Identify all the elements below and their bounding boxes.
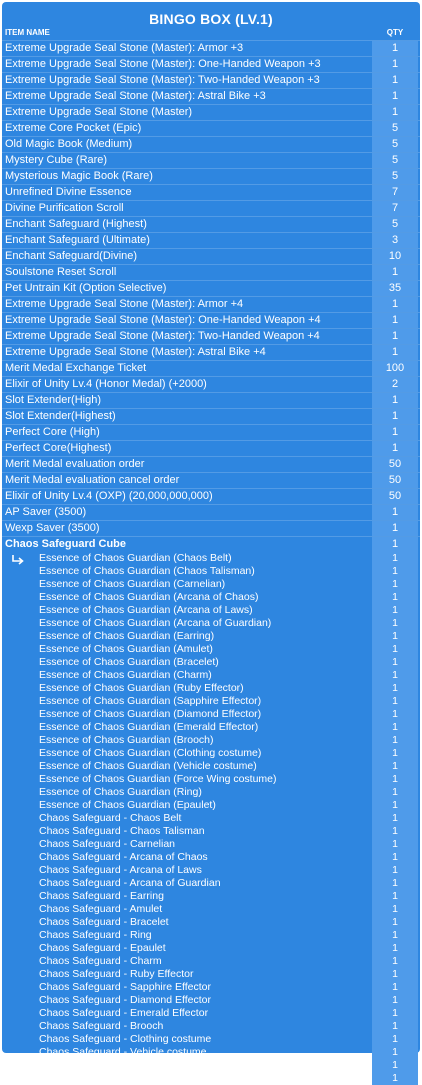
- subitem-qty: 1: [372, 929, 418, 942]
- table-row: [2, 472, 420, 488]
- subitem-qty: 1: [372, 1072, 418, 1085]
- column-header-qty: QTY: [386, 28, 404, 37]
- item-name: Enchant Safeguard (Ultimate): [5, 234, 150, 246]
- table-row: [2, 504, 420, 520]
- subitem-qty: 1: [372, 1020, 418, 1033]
- subitem-row: [2, 630, 420, 643]
- subitem-row: [2, 1072, 420, 1085]
- subitem-qty: 1: [372, 942, 418, 955]
- subitem-name: Essence of Chaos Guardian (Arcana of Laws): [39, 604, 253, 616]
- table-row: [2, 456, 420, 472]
- subitem-qty: 1: [372, 578, 418, 591]
- item-qty: 1: [372, 41, 418, 56]
- item-qty: 1: [372, 329, 418, 344]
- subitem-qty: 1: [372, 669, 418, 682]
- item-qty: 1: [372, 521, 418, 536]
- subitem-row: [2, 851, 420, 864]
- item-qty: 1: [372, 393, 418, 408]
- table-row: [2, 200, 420, 216]
- item-name: Perfect Core (High): [5, 426, 100, 438]
- subitem-qty: 1: [372, 708, 418, 721]
- table-row: [2, 344, 420, 360]
- subitem-qty: 1: [372, 825, 418, 838]
- subitem-row: [2, 916, 420, 929]
- subitem-name: Essence of Chaos Guardian (Amulet): [39, 643, 213, 655]
- item-name: Merit Medal evaluation order: [5, 458, 145, 470]
- subitem-name: Chaos Safeguard - Ruby Effector: [39, 968, 194, 980]
- subitem-qty: 1: [372, 851, 418, 864]
- item-name: Wexp Saver (3500): [5, 522, 100, 534]
- subitem-row: [2, 617, 420, 630]
- subitem-row: [2, 682, 420, 695]
- item-name: Extreme Upgrade Seal Stone (Master): Two-Handed Weapon +3: [5, 74, 320, 86]
- item-name: Divine Purification Scroll: [5, 202, 124, 214]
- table-row: [2, 40, 420, 56]
- table-row: [2, 120, 420, 136]
- subitem-name: Essence of Chaos Guardian (Sapphire Effector): [39, 695, 262, 707]
- subitem-name: Chaos Safeguard - Charm: [39, 955, 162, 967]
- subitem-name: Essence of Chaos Guardian (Arcana of Guardian): [39, 617, 272, 629]
- table-row: [2, 296, 420, 312]
- subitem-row: [2, 994, 420, 1007]
- subitem-name: Essence of Chaos Guardian (Chaos Talisman): [39, 565, 255, 577]
- item-qty: 1: [372, 505, 418, 520]
- subitem-qty: 1: [372, 1059, 418, 1072]
- item-name: Slot Extender(High): [5, 394, 101, 406]
- subitem-qty: 1: [372, 786, 418, 799]
- item-name: Perfect Core(Highest): [5, 442, 112, 454]
- item-name: Extreme Upgrade Seal Stone (Master): Astral Bike +4: [5, 346, 266, 358]
- item-qty: 7: [372, 201, 418, 216]
- subitem-row: [2, 604, 420, 617]
- subitem-row: [2, 708, 420, 721]
- subitem-qty: 1: [372, 682, 418, 695]
- table-row: [2, 232, 420, 248]
- subitem-name: Chaos Safeguard - Emerald Effector: [39, 1007, 209, 1019]
- subitem-row: [2, 591, 420, 604]
- item-qty: 5: [372, 217, 418, 232]
- table-row: [2, 248, 420, 264]
- subitem-name: Chaos Safeguard - Amulet: [39, 903, 163, 915]
- subitem-qty: 1: [372, 994, 418, 1007]
- subitem-row: [2, 721, 420, 734]
- subitem-row: [2, 942, 420, 955]
- subitem-row: [2, 1046, 420, 1059]
- item-name: Extreme Core Pocket (Epic): [5, 122, 142, 134]
- subitem-qty: 1: [372, 903, 418, 916]
- item-qty: 1: [372, 409, 418, 424]
- subitem-name: Essence of Chaos Guardian (Arcana of Chaos): [39, 591, 259, 603]
- item-name: Pet Untrain Kit (Option Selective): [5, 282, 167, 294]
- item-name: Mysterious Magic Book (Rare): [5, 170, 153, 182]
- item-qty: 50: [372, 489, 418, 504]
- subitem-qty: 1: [372, 1046, 418, 1059]
- subitem-qty: 1: [372, 838, 418, 851]
- item-name: Mystery Cube (Rare): [5, 154, 108, 166]
- table-row: [2, 136, 420, 152]
- subitem-name: Chaos Safeguard: [39, 1072, 121, 1084]
- item-name: Soulstone Reset Scroll: [5, 266, 117, 278]
- table-row: [2, 408, 420, 424]
- subitem-row: [2, 838, 420, 851]
- subitem-row: [2, 864, 420, 877]
- item-qty: 1: [372, 441, 418, 456]
- subitem-qty: 1: [372, 812, 418, 825]
- table-row: [2, 88, 420, 104]
- subitem-qty: 1: [372, 916, 418, 929]
- item-name: Merit Medal evaluation cancel order: [5, 474, 180, 486]
- item-qty: 1: [372, 345, 418, 360]
- subitem-row: [2, 786, 420, 799]
- subitem-row: [2, 1020, 420, 1033]
- subitem-row: [2, 1059, 420, 1072]
- subitem-qty: 1: [372, 656, 418, 669]
- subitem-name: Chaos Safeguard - Arcana of Chaos: [39, 851, 208, 863]
- item-qty: 3: [372, 233, 418, 248]
- item-qty: 1: [372, 425, 418, 440]
- subitem-row: [2, 578, 420, 591]
- table-row: [2, 360, 420, 376]
- subitem-qty: 1: [372, 799, 418, 812]
- subitem-name: Chaos Safeguard - Earring: [39, 890, 164, 902]
- subitem-qty: 1: [372, 565, 418, 578]
- subitem-qty: 1: [372, 773, 418, 786]
- subitem-row: [2, 1007, 420, 1020]
- subitem-qty: 1: [372, 552, 418, 565]
- subitem-row: [2, 695, 420, 708]
- column-header-item-name: ITEM NAME: [5, 28, 50, 37]
- item-qty: 1: [372, 537, 418, 552]
- table-row: [2, 328, 420, 344]
- subitem-name: Chaos Safeguard - Ring: [39, 929, 152, 941]
- subitem-qty: 1: [372, 955, 418, 968]
- table-row: [2, 216, 420, 232]
- subitem-list: [2, 552, 420, 1085]
- subitem-name: Essence of Chaos Guardian (Brooch): [39, 734, 214, 746]
- subitem-name: Essence of Chaos Guardian (Emerald Effector): [39, 721, 259, 733]
- page-title: BINGO BOX (LV.1): [149, 11, 273, 27]
- item-name: Elixir of Unity Lv.4 (OXP) (20,000,000,000): [5, 490, 213, 502]
- subitem-qty: 1: [372, 890, 418, 903]
- item-name: Enchant Safeguard (Highest): [5, 218, 147, 230]
- subitem-name: Essence of Chaos Guardian (Clothing costume): [39, 747, 262, 759]
- subitem-name: Chaos Safeguard - Force Wing costume: [39, 1059, 227, 1071]
- item-qty: 35: [372, 281, 418, 296]
- subitem-name: Essence of Chaos Guardian (Ruby Effector): [39, 682, 244, 694]
- item-qty: 1: [372, 105, 418, 120]
- subitem-row: [2, 877, 420, 890]
- item-qty: 1: [372, 57, 418, 72]
- subitem-qty: 1: [372, 630, 418, 643]
- subitem-name: Essence of Chaos Guardian (Charm): [39, 669, 212, 681]
- subitem-name: Essence of Chaos Guardian (Force Wing costume): [39, 773, 277, 785]
- subitem-row: [2, 890, 420, 903]
- item-name: Chaos Safeguard Cube: [5, 538, 127, 550]
- item-qty: 50: [372, 457, 418, 472]
- item-name: Unrefined Divine Essence: [5, 186, 132, 198]
- subitem-name: Chaos Safeguard - Clothing costume: [39, 1033, 212, 1045]
- subitem-qty: 1: [372, 721, 418, 734]
- item-name: Extreme Upgrade Seal Stone (Master): [5, 106, 193, 118]
- subitem-name: Essence of Chaos Guardian (Earring): [39, 630, 215, 642]
- subitem-name: Chaos Safeguard - Chaos Talisman: [39, 825, 205, 837]
- table-row: [2, 152, 420, 168]
- subitem-qty: 1: [372, 591, 418, 604]
- item-name: Extreme Upgrade Seal Stone (Master): One-Handed Weapon +3: [5, 58, 321, 70]
- bingo-box-panel: [2, 2, 420, 1084]
- item-qty: 2: [372, 377, 418, 392]
- item-qty: 5: [372, 137, 418, 152]
- table-row: [2, 280, 420, 296]
- item-qty: 1: [372, 265, 418, 280]
- subitem-row: [2, 1033, 420, 1046]
- subitem-qty: 1: [372, 734, 418, 747]
- subitem-row: [2, 981, 420, 994]
- subitem-row: [2, 734, 420, 747]
- subitem-row: [2, 669, 420, 682]
- subitem-row: [2, 968, 420, 981]
- subitem-qty: 1: [372, 981, 418, 994]
- subitem-qty: 1: [372, 968, 418, 981]
- item-name: Elixir of Unity Lv.4 (Honor Medal) (+2000): [5, 378, 207, 390]
- subitem-qty: 1: [372, 1007, 418, 1020]
- item-qty: 50: [372, 473, 418, 488]
- subitem-row: [2, 903, 420, 916]
- item-name: AP Saver (3500): [5, 506, 87, 518]
- item-name: Old Magic Book (Medium): [5, 138, 133, 150]
- subitem-name: Essence of Chaos Guardian (Carnelian): [39, 578, 226, 590]
- subitem-qty: 1: [372, 604, 418, 617]
- item-name: Merit Medal Exchange Ticket: [5, 362, 147, 374]
- subitem-name: Essence of Chaos Guardian (Vehicle costume): [39, 760, 257, 772]
- subitem-row: [2, 955, 420, 968]
- subitem-row: [2, 760, 420, 773]
- item-name: Extreme Upgrade Seal Stone (Master): Two-Handed Weapon +4: [5, 330, 320, 342]
- subitem-row: [2, 552, 420, 565]
- subitem-qty: 1: [372, 1033, 418, 1046]
- table-row: [2, 168, 420, 184]
- subitem-name: Essence of Chaos Guardian (Bracelet): [39, 656, 219, 668]
- table-row: [2, 488, 420, 504]
- subitem-name: Chaos Safeguard - Vehicle costume: [39, 1046, 207, 1058]
- item-qty: 5: [372, 153, 418, 168]
- item-name: Enchant Safeguard(Divine): [5, 250, 138, 262]
- item-qty: 1: [372, 73, 418, 88]
- subitem-row: [2, 747, 420, 760]
- subitem-name: Essence of Chaos Guardian (Epaulet): [39, 799, 216, 811]
- subitem-name: Chaos Safeguard - Epaulet: [39, 942, 166, 954]
- subitem-qty: 1: [372, 695, 418, 708]
- subitem-row: [2, 656, 420, 669]
- subitem-name: Chaos Safeguard - Brooch: [39, 1020, 164, 1032]
- subitem-qty: 1: [372, 877, 418, 890]
- subitem-qty: 1: [372, 643, 418, 656]
- item-list: [2, 40, 420, 552]
- table-row: [2, 312, 420, 328]
- item-name: Slot Extender(Highest): [5, 410, 116, 422]
- table-row: [2, 440, 420, 456]
- table-row: [2, 72, 420, 88]
- item-qty: 1: [372, 89, 418, 104]
- item-name: Extreme Upgrade Seal Stone (Master): One-Handed Weapon +4: [5, 314, 321, 326]
- subitem-name: Chaos Safeguard - Sapphire Effector: [39, 981, 211, 993]
- subitem-name: Chaos Safeguard - Arcana of Laws: [39, 864, 202, 876]
- subitem-name: Chaos Safeguard - Carnelian: [39, 838, 175, 850]
- subitem-qty: 1: [372, 760, 418, 773]
- item-qty: 7: [372, 185, 418, 200]
- subitem-row: [2, 565, 420, 578]
- table-row: [2, 536, 420, 552]
- table-row: [2, 376, 420, 392]
- subitem-qty: 1: [372, 864, 418, 877]
- subitem-row: [2, 799, 420, 812]
- subitem-name: Chaos Safeguard - Chaos Belt: [39, 812, 182, 824]
- item-qty: 1: [372, 297, 418, 312]
- subitem-qty: 1: [372, 617, 418, 630]
- panel-header: [2, 2, 420, 40]
- subitem-row: [2, 812, 420, 825]
- subitem-name: Essence of Chaos Guardian (Chaos Belt): [39, 552, 232, 564]
- subitem-row: [2, 773, 420, 786]
- item-qty: 5: [372, 121, 418, 136]
- table-row: [2, 56, 420, 72]
- item-name: Extreme Upgrade Seal Stone (Master): Armor +3: [5, 42, 244, 54]
- item-name: Extreme Upgrade Seal Stone (Master): Astral Bike +3: [5, 90, 266, 102]
- subitem-row: [2, 825, 420, 838]
- table-row: [2, 520, 420, 536]
- table-row: [2, 184, 420, 200]
- table-row: [2, 264, 420, 280]
- subitem-name: Chaos Safeguard - Arcana of Guardian: [39, 877, 221, 889]
- subitem-name: Essence of Chaos Guardian (Ring): [39, 786, 202, 798]
- table-row: [2, 392, 420, 408]
- subitem-name: Essence of Chaos Guardian (Diamond Effector): [39, 708, 262, 720]
- item-qty: 1: [372, 313, 418, 328]
- subitem-row: [2, 643, 420, 656]
- item-qty: 5: [372, 169, 418, 184]
- item-qty: 100: [372, 361, 418, 376]
- subitem-name: Chaos Safeguard - Diamond Effector: [39, 994, 211, 1006]
- subitem-row: [2, 929, 420, 942]
- subitem-name: Chaos Safeguard - Bracelet: [39, 916, 169, 928]
- table-row: [2, 424, 420, 440]
- subitem-qty: 1: [372, 747, 418, 760]
- table-row: [2, 104, 420, 120]
- item-qty: 10: [372, 249, 418, 264]
- item-name: Extreme Upgrade Seal Stone (Master): Armor +4: [5, 298, 244, 310]
